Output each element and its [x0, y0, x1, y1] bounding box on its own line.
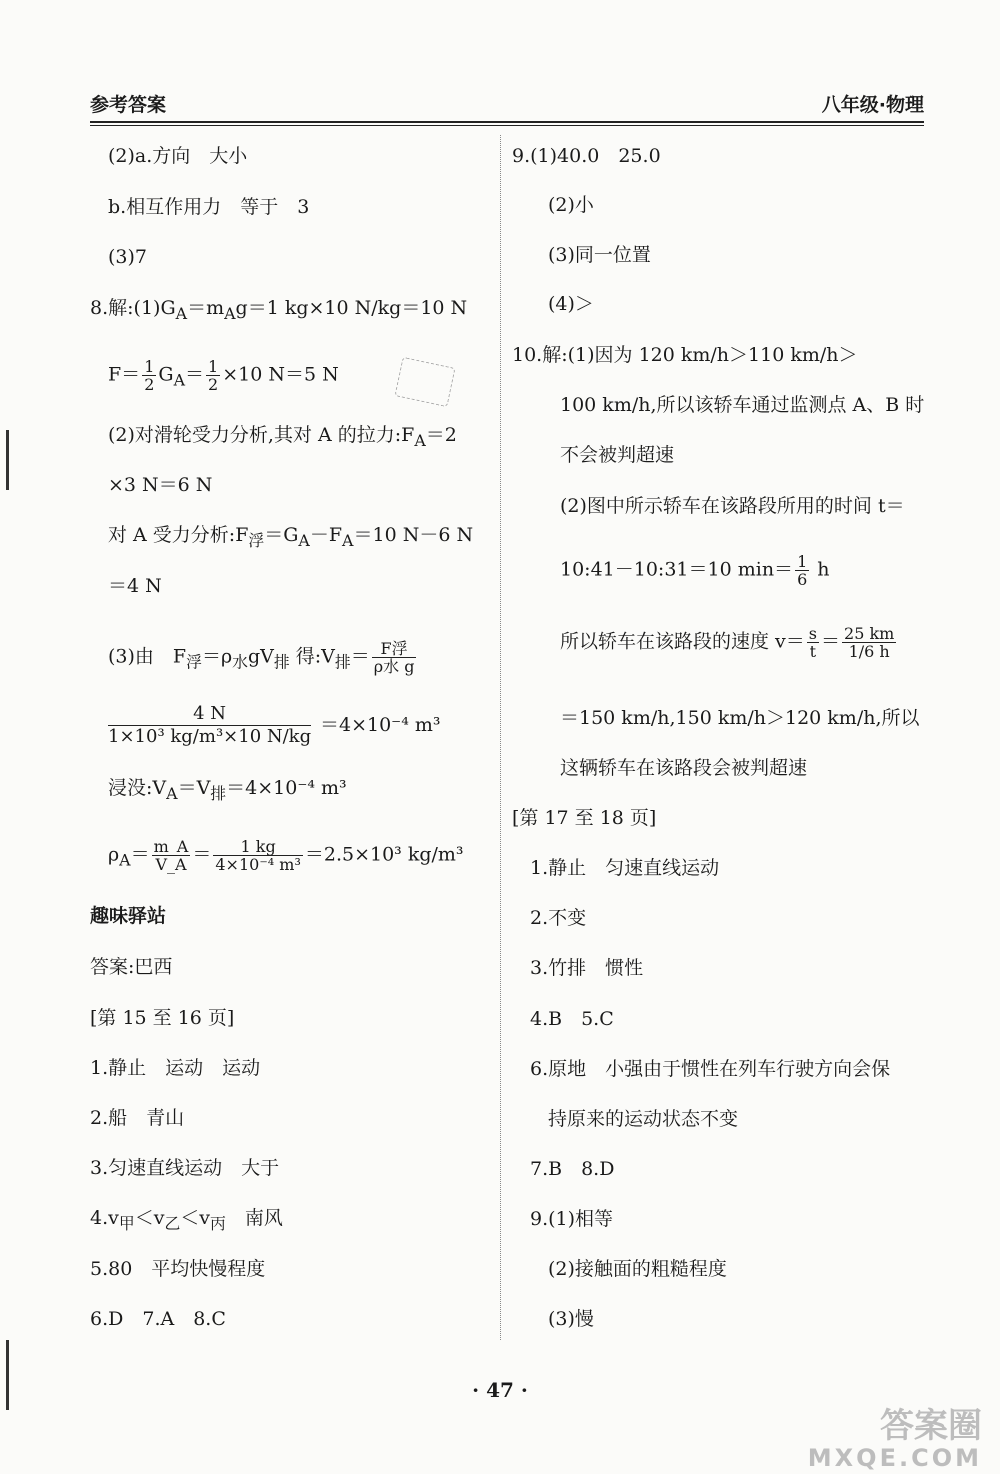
answer-line: 1.静止 匀速直线运动 — [530, 857, 720, 879]
answer-line: (4)＞ — [548, 293, 594, 315]
watermark-logo: 答案圈 MXQE.COM — [807, 1406, 982, 1472]
answer-line: 不会被判超速 — [560, 444, 675, 466]
answer-line: 4.B 5.C — [530, 1008, 614, 1030]
answer-line: $4.v_甲<v_乙<v_丙$ 南风 — [90, 1207, 283, 1233]
fraction-block: 4 N 1×10³ kg/m³×10 N/kg — [108, 703, 312, 747]
column-divider — [500, 135, 501, 1340]
answer-line: 6.原地 小强由于惯性在列车行驶方向会保 — [530, 1058, 891, 1080]
answer-line: 6.D 7.A 8.C — [90, 1308, 226, 1330]
page-range-heading: [第 17 至 18 页] — [512, 807, 657, 829]
answer-line: 8.解$:(1)G_A=m_Ag=1$ kg×10 N/kg＝10 N — [90, 297, 468, 323]
answer-line: ×3 N＝6 N — [108, 474, 213, 496]
header-rule — [90, 121, 924, 123]
answer-line: (3)同一位置 — [548, 244, 651, 266]
answer-line: ＝150 km/h,150 km/h＞120 km/h,所以 — [560, 707, 920, 729]
answer-line: 浸没$:V_A=V_排=4\times 10^{-4}$ m³ — [108, 777, 347, 803]
answer-line: (2)对滑轮受力分析,其对 A 的拉力$:F_A=2$ — [108, 424, 457, 450]
answer-line: 2.不变 — [530, 907, 587, 929]
answer-line: 对 A 受力分析$:F_浮=G_A-F_A=10$ N－6 N — [108, 524, 474, 550]
header-left-title: 参考答案 — [90, 94, 167, 116]
answer-line: 5.80 平均快慢程度 — [90, 1258, 266, 1280]
page-number: · 47 · — [472, 1378, 528, 1402]
answer-line: 1.静止 运动 运动 — [90, 1057, 261, 1079]
answer-line: 7.B 8.D — [530, 1158, 615, 1180]
answer-line: F＝ $\frac{1}{2}$ $G_A=$ $\frac{1}{2}$ ×10 N＝5 N — [108, 357, 339, 394]
stamp-mark — [394, 357, 455, 407]
answer-line: $\rho_A=$ $\frac{m\_A}{V\_A}$ ＝ $\frac{1 kg}{\text{4×10⁻⁴ m³}}$ ＝2.5×10³ kg/m³ — [108, 837, 464, 874]
page-range-heading: [第 15 至 16 页] — [90, 1007, 235, 1029]
answer-line: (3)慢 — [548, 1308, 594, 1330]
answer-line: (2)接触面的粗糙程度 — [548, 1258, 727, 1280]
answer-line: 10:41－10:31＝10 min＝ $\frac{1}{6}$ h — [560, 552, 830, 589]
answer-line: ＝4 N — [108, 575, 162, 597]
answer-line: (2)a.方向 大小 — [108, 145, 248, 167]
page-header — [90, 90, 924, 124]
header-rule-thin — [90, 125, 924, 126]
answer-line: 9.(1)相等 — [530, 1208, 614, 1230]
section-title: 趣味驿站 — [90, 905, 167, 927]
answer-line: 答案:巴西 — [90, 956, 173, 978]
answer-line: 3.匀速直线运动 大于 — [90, 1157, 280, 1179]
answer-line: b.相互作用力 等于 3 — [108, 196, 310, 218]
answer-line: (2)小 — [548, 194, 594, 216]
answer-line: 这辆轿车在该路段会被判超速 — [560, 757, 808, 779]
answer-line: 100 km/h,所以该轿车通过监测点 A、B 时 — [560, 394, 925, 416]
answer-line: 3.竹排 惯性 — [530, 957, 644, 979]
answer-line: (3)由 $F_浮=\rho_水gV_排$ 得$:V_排=$ $\frac{\text{F浮}}{\text{ρ水 g}}$ — [108, 639, 415, 676]
answer-line: 9.(1)40.0 25.0 — [512, 145, 661, 167]
answer-line: 2.船 青山 — [90, 1107, 185, 1129]
header-right-title: 八年级·物理 — [821, 94, 924, 116]
answer-line: 10.解:(1)因为 120 km/h＞110 km/h＞ — [512, 344, 858, 366]
answer-line: 持原来的运动状态不变 — [548, 1108, 739, 1130]
answer-line: 所以轿车在该路段的速度 v＝ $\frac{s}{t}$ ＝ $\frac{25 km}{1/6 h}$ — [560, 624, 895, 661]
answer-line: ＝4×10⁻⁴ m³ — [320, 714, 441, 736]
answer-line: (3)7 — [108, 246, 148, 268]
answer-line: (2)图中所示轿车在该路段所用的时间 t＝ — [560, 495, 905, 517]
scan-edge-mark — [6, 430, 9, 490]
